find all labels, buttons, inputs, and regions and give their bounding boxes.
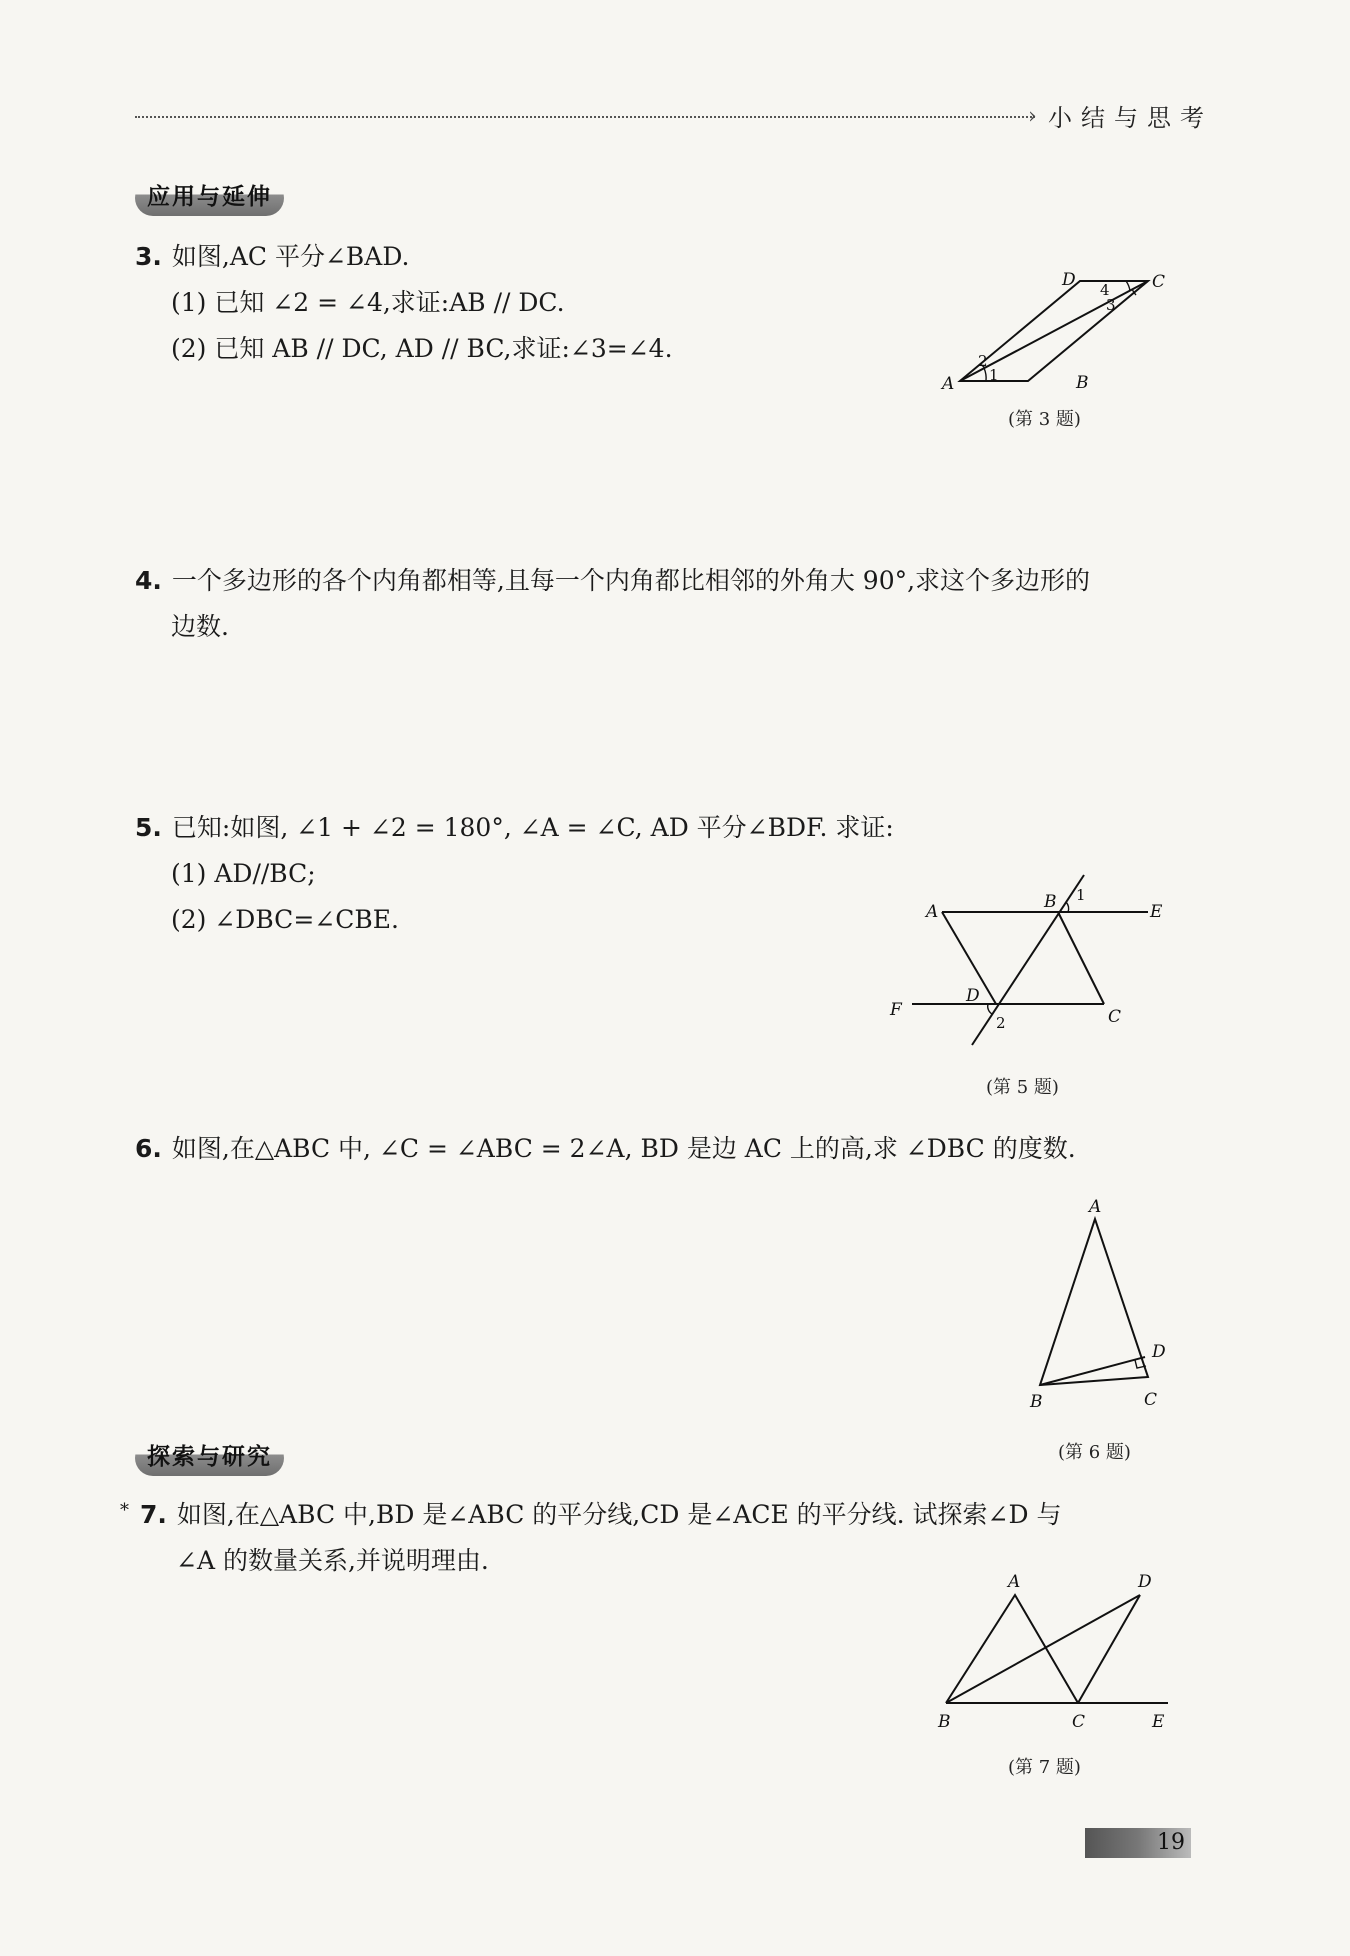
fig7-label-D: D bbox=[1138, 1572, 1152, 1592]
section-tag-explore: 探索与研究 bbox=[135, 1440, 284, 1476]
problem-5-part1: (1) AD//BC; bbox=[171, 859, 316, 888]
figure-3-caption: (第 3 题) bbox=[1008, 409, 1081, 430]
problem-7-line2: ∠A 的数量关系,并说明理由. bbox=[176, 1546, 489, 1575]
fig5-label-B: B bbox=[1044, 892, 1057, 912]
problem-3-part2: (2) 已知 AB // DC, AD // BC,求证:∠3=∠4. bbox=[171, 334, 673, 363]
figure-6-caption: (第 6 题) bbox=[1058, 1442, 1131, 1463]
fig5-label-A: A bbox=[926, 902, 939, 922]
problem-7-star-marker: * bbox=[120, 1500, 129, 1521]
figure-5-caption: (第 5 题) bbox=[986, 1077, 1059, 1098]
fig5-angle-2: 2 bbox=[996, 1014, 1006, 1032]
problem-4-line2: 边数. bbox=[171, 612, 229, 641]
problem-7 bbox=[140, 1492, 1062, 1584]
header-dotted-rule bbox=[135, 116, 1035, 118]
fig7-label-A: A bbox=[1008, 1572, 1021, 1592]
fig5-label-F: F bbox=[890, 1000, 902, 1020]
problem-4-number: 4. bbox=[135, 566, 162, 595]
fig3-angle-2: 2 bbox=[978, 352, 988, 370]
fig5-label-D: D bbox=[966, 986, 980, 1006]
problem-5-number: 5. bbox=[135, 813, 162, 842]
fig6-label-C: C bbox=[1144, 1390, 1158, 1410]
fig3-label-B: B bbox=[1076, 373, 1089, 393]
page-number: 19 bbox=[1085, 1828, 1191, 1858]
fig3-label-C: C bbox=[1152, 272, 1166, 292]
problem-3-stem: 如图,AC 平分∠BAD. bbox=[171, 242, 410, 271]
fig7-label-E: E bbox=[1152, 1712, 1165, 1732]
fig5-angle-1: 1 bbox=[1076, 886, 1086, 904]
problem-6-stem: 如图,在△ABC 中, ∠C = ∠ABC = 2∠A, BD 是边 AC 上的高,求 ∠DBC 的度数. bbox=[171, 1134, 1076, 1163]
fig5-label-C: C bbox=[1108, 1007, 1122, 1027]
fig3-label-D: D bbox=[1062, 270, 1076, 290]
fig3-angle-4: 4 bbox=[1100, 281, 1110, 299]
header-title: 小结与思考 bbox=[1048, 104, 1213, 132]
problem-3-part1: (1) 已知 ∠2 = ∠4,求证:AB // DC. bbox=[171, 288, 565, 317]
figure-6-triangle bbox=[1020, 1195, 1180, 1410]
fig6-label-A: A bbox=[1089, 1197, 1102, 1217]
fig7-label-C: C bbox=[1072, 1712, 1086, 1732]
figure-7-triangle-bisectors bbox=[930, 1560, 1180, 1735]
problem-6-number: 6. bbox=[135, 1134, 162, 1163]
fig3-label-A: A bbox=[942, 374, 955, 394]
fig7-label-B: B bbox=[938, 1712, 951, 1732]
problem-5-part2: (2) ∠DBC=∠CBE. bbox=[171, 905, 399, 934]
figure-5-parallel-lines bbox=[880, 870, 1170, 1050]
problem-4-line1: 一个多边形的各个内角都相等,且每一个内角都比相邻的外角大 90°,求这个多边形的 bbox=[171, 566, 1091, 595]
fig6-label-B: B bbox=[1030, 1392, 1043, 1412]
problem-5 bbox=[135, 805, 894, 943]
header-arrow-icon: › bbox=[1028, 104, 1037, 129]
fig6-label-D: D bbox=[1152, 1342, 1166, 1362]
problem-3-number: 3. bbox=[135, 242, 162, 271]
problem-7-number: 7. bbox=[140, 1500, 167, 1529]
problem-6 bbox=[135, 1126, 1076, 1172]
figure-7-caption: (第 7 题) bbox=[1008, 1757, 1081, 1778]
fig3-angle-3: 3 bbox=[1106, 296, 1116, 314]
problem-5-stem: 已知:如图, ∠1 + ∠2 = 180°, ∠A = ∠C, AD 平分∠BDF. 求证: bbox=[171, 813, 894, 842]
fig5-label-E: E bbox=[1150, 902, 1163, 922]
problem-4 bbox=[135, 558, 1090, 650]
section-tag-apply: 应用与延伸 bbox=[135, 180, 284, 216]
fig3-angle-1: 1 bbox=[989, 366, 999, 384]
figure-3-parallelogram bbox=[940, 265, 1180, 395]
problem-7-line1: 如图,在△ABC 中,BD 是∠ABC 的平分线,CD 是∠ACE 的平分线. 试探索∠D 与 bbox=[176, 1500, 1062, 1529]
problem-3 bbox=[135, 234, 673, 372]
